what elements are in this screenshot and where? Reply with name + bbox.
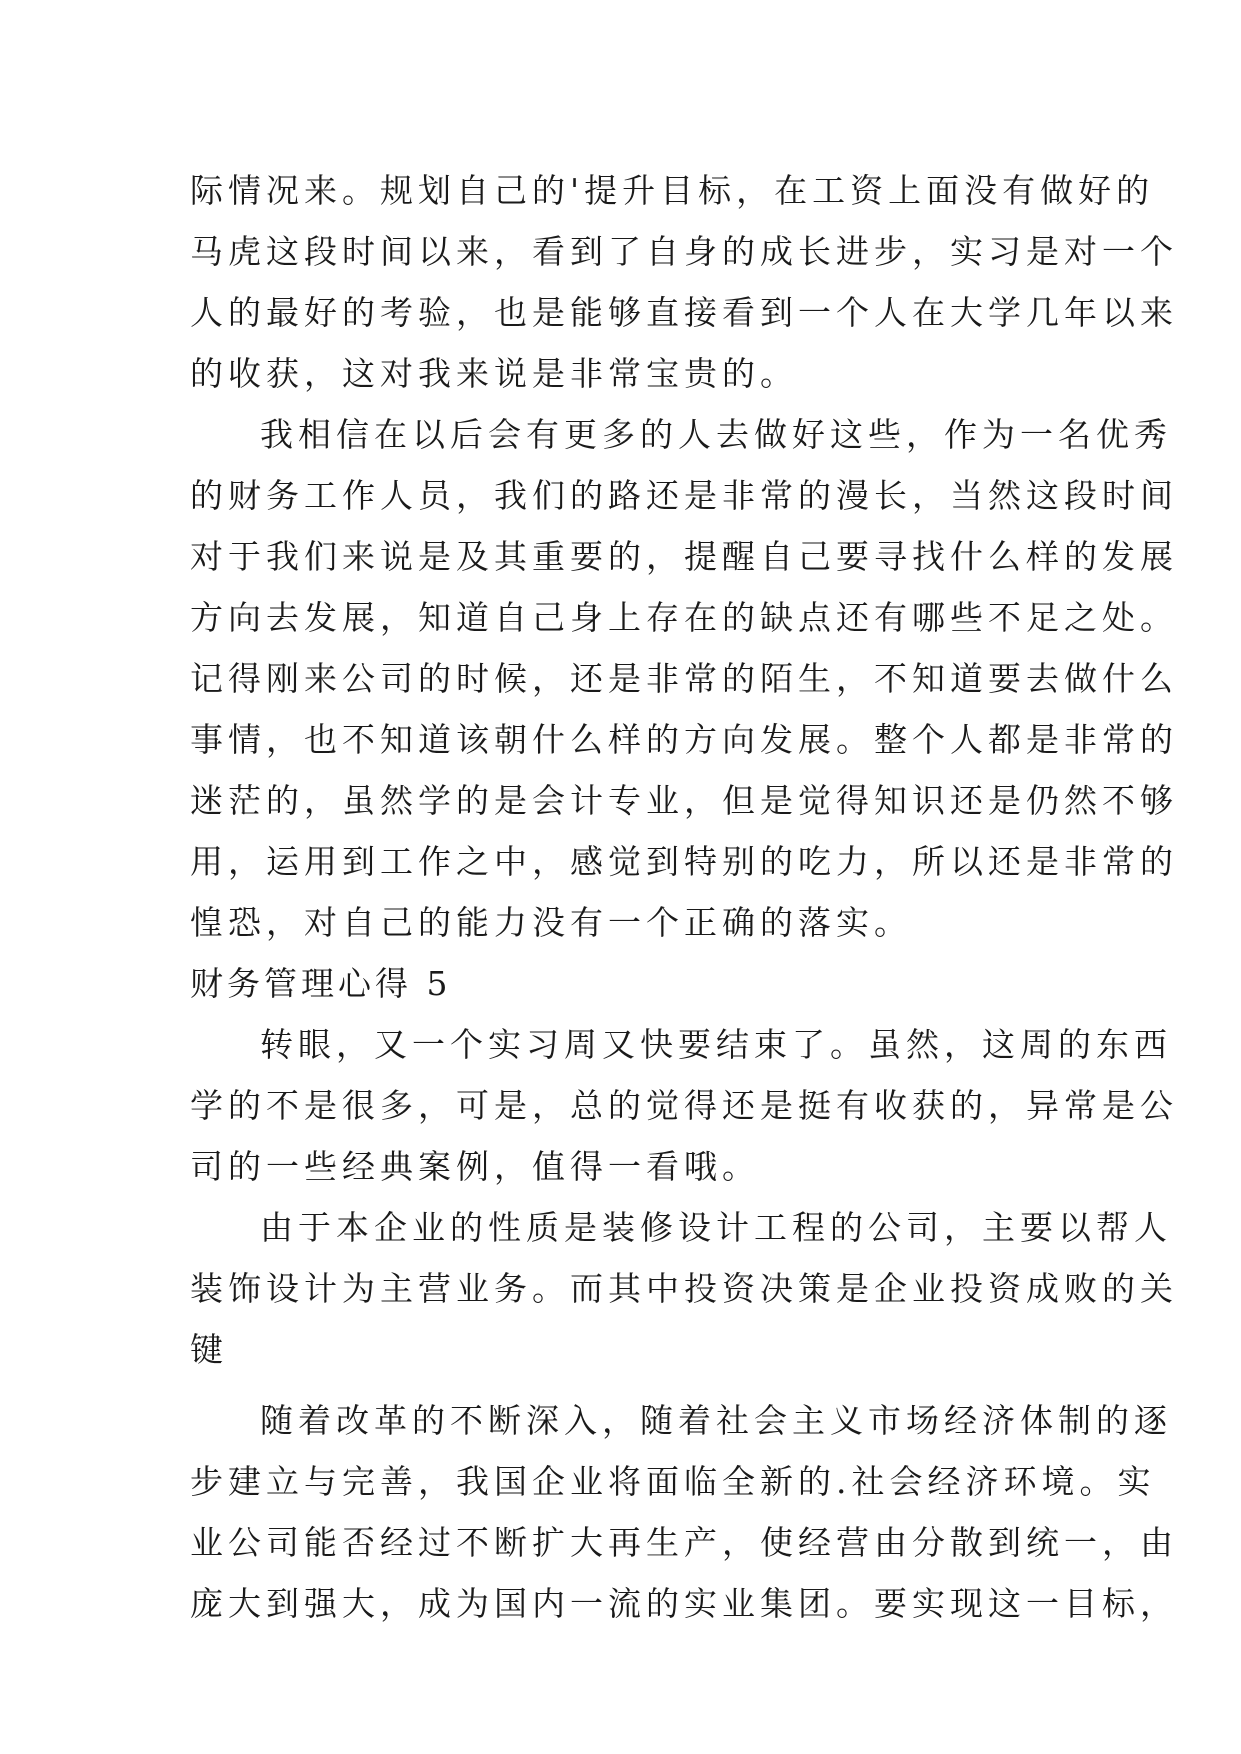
document-body xyxy=(190,160,1178,1634)
text-line: 装饰设计为主营业务。而其中投资决策是企业投资成败的关 xyxy=(190,1269,1178,1308)
text-line: 人的最好的考验，也是能够直接看到一个人在大学几年以来 xyxy=(190,293,1178,332)
text-line: 对于我们来说是及其重要的，提醒自己要寻找什么样的发展 xyxy=(190,537,1178,576)
section-heading: 财务管理心得 5 xyxy=(190,964,452,1003)
text-line: 业公司能否经过不断扩大再生产，使经营由分散到统一，由 xyxy=(190,1523,1178,1562)
text-line: 的收获，这对我来说是非常宝贵的。 xyxy=(190,354,798,393)
text-line: 庞大到强大，成为国内一流的实业集团。要实现这一目标， xyxy=(190,1584,1178,1623)
text-line: 迷茫的，虽然学的是会计专业，但是觉得知识还是仍然不够 xyxy=(190,781,1178,820)
text-line: 转眼，又一个实习周又快要结束了。虽然，这周的东西 xyxy=(260,1025,1172,1064)
text-line: 的财务工作人员，我们的路还是非常的漫长，当然这段时间 xyxy=(190,476,1178,515)
text-line: 随着改革的不断深入，随着社会主义市场经济体制的逐 xyxy=(260,1401,1172,1440)
paragraph-spacer xyxy=(190,1380,1070,1390)
text-line: 际情况来。规划自己的'提升目标，在工资上面没有做好的 xyxy=(190,171,1155,210)
text-line: 马虎这段时间以来，看到了自身的成长进步，实习是对一个 xyxy=(190,232,1178,271)
text-line: 惶恐，对自己的能力没有一个正确的落实。 xyxy=(190,903,912,942)
text-line: 我相信在以后会有更多的人去做好这些，作为一名优秀 xyxy=(260,415,1172,454)
text-line: 由于本企业的性质是装修设计工程的公司，主要以帮人 xyxy=(260,1208,1172,1247)
paragraph-continuation xyxy=(190,160,1178,404)
paragraph xyxy=(190,404,1178,953)
text-line: 方向去发展，知道自己身上存在的缺点还有哪些不足之处。 xyxy=(190,598,1178,637)
text-line: 学的不是很多，可是，总的觉得还是挺有收获的，异常是公 xyxy=(190,1086,1178,1125)
text-line: 键 xyxy=(190,1330,228,1369)
text-line: 事情，也不知道该朝什么样的方向发展。整个人都是非常的 xyxy=(190,720,1178,759)
paragraph xyxy=(190,1197,1178,1380)
text-line: 步建立与完善，我国企业将面临全新的.社会经济环境。实 xyxy=(190,1462,1156,1501)
text-line: 记得刚来公司的时候，还是非常的陌生，不知道要去做什么 xyxy=(190,659,1178,698)
text-line: 用，运用到工作之中，感觉到特别的吃力，所以还是非常的 xyxy=(190,842,1178,881)
paragraph xyxy=(190,1390,1178,1634)
text-line: 司的一些经典案例，值得一看哦。 xyxy=(190,1147,760,1186)
paragraph xyxy=(190,1014,1178,1197)
